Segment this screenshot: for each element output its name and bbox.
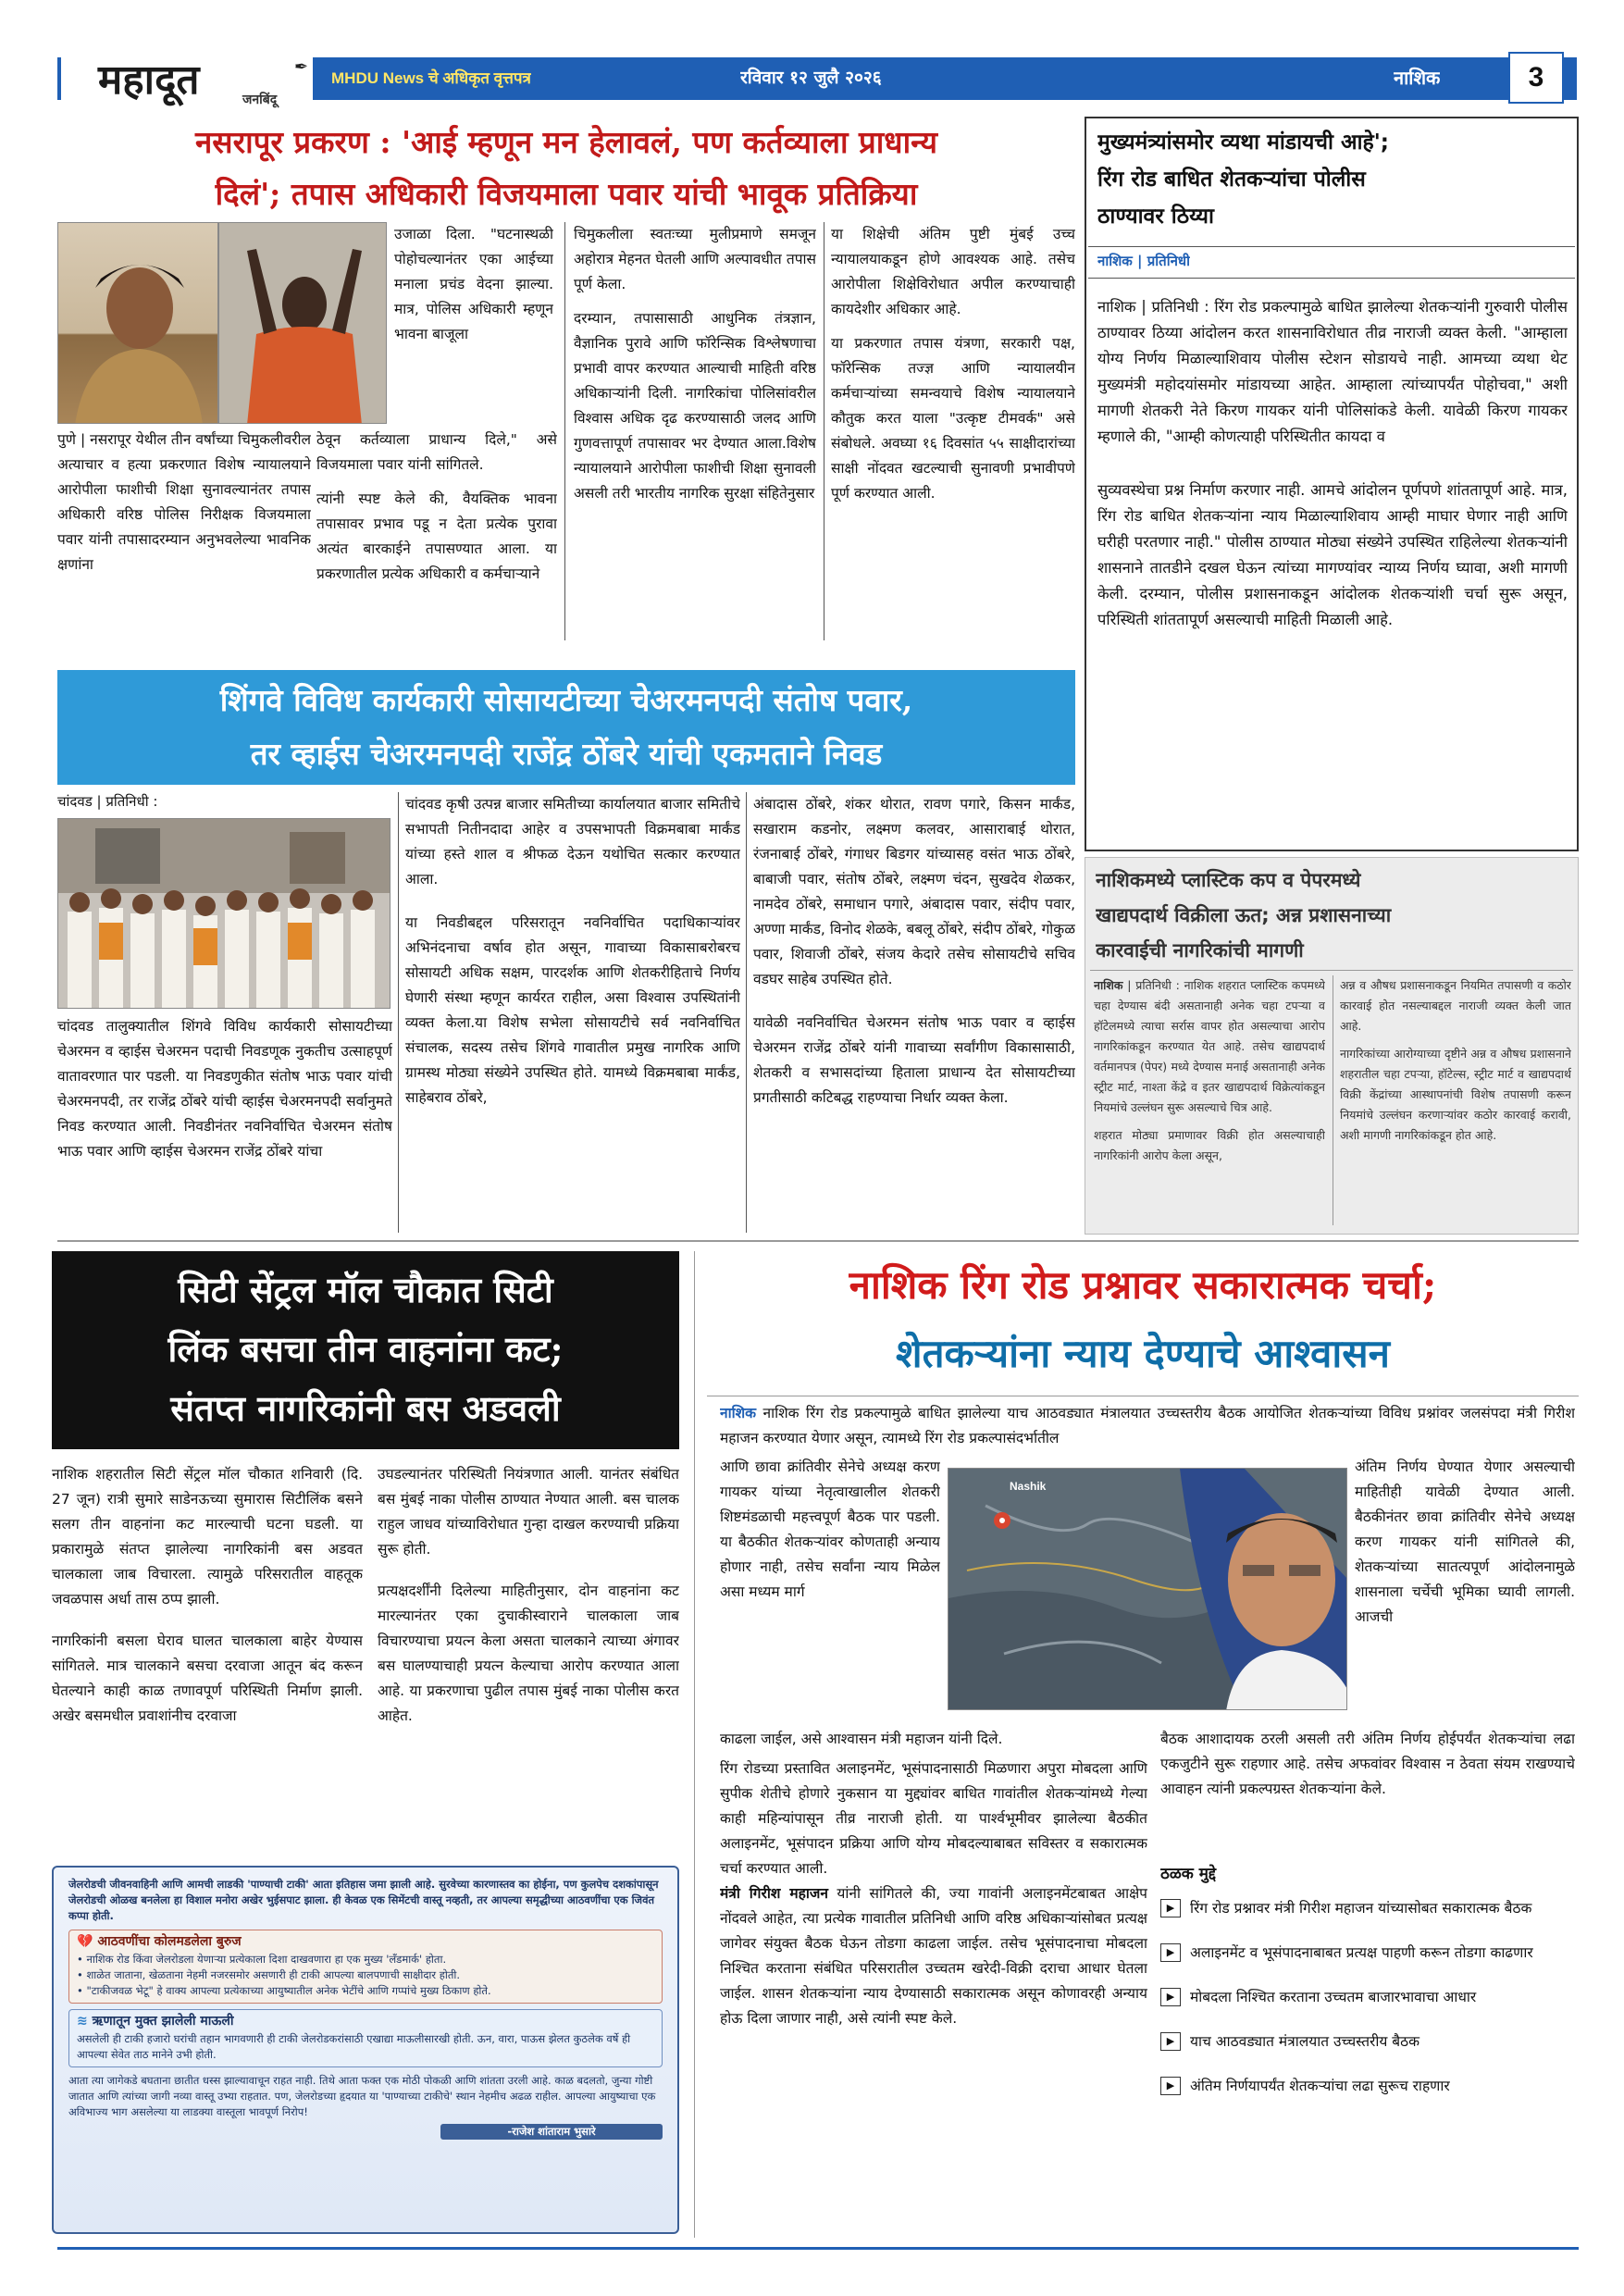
story2-p2: सुव्यवस्थेचा प्रश्न निर्माण करणार नाही. आमचे आंदोलन पूर्णपणे शांततापूर्ण आहे. मात्र, रिंग रोड बाधित शेतकऱ्यांना न्याय मिळाल्याशिवाय आम्ही माघार घेणार नाही आणि घरीही परतणार नाही." पोलीस ठाण्यात मोठ्या संख्येने उपस्थित राहिलेल्या शेतकऱ्यांनी शासनाने तातडीने दखल घेऊन त्यांच्या मागण्यांवर न्याय्य निर्णय घ्यावा, अशी मागणी केली. दरम्यान, पोलीस प्रशासनाकडून आंदोलक शेतकऱ्यांशी चर्चा सुरू असून, परिस्थिती शांततापूर्ण असल्याची माहिती मिळाली आहे. <box>1097 481 1568 628</box>
page-number-box <box>1508 52 1564 104</box>
group-photo-icon <box>58 819 391 1009</box>
story1-col4 <box>831 222 1075 642</box>
play-arrow-icon: ▶ <box>1160 1988 1181 2006</box>
play-arrow-icon: ▶ <box>1160 2032 1181 2051</box>
masthead-logo-box <box>61 50 313 109</box>
story5-col1-p2: नागरिकांनी बसला घेराव घालत चालकाला बाहेर येण्यास सांगितले. मात्र चालकाने बसचा दरवाजा आतून बंद करून घेतल्याने काही काळ तणावपूर्ण परिस्थिती निर्माण झाली. अखेर बसमधील प्रवाशांनीच दरवाजा <box>52 1632 363 1724</box>
story2-headline-line1: मुख्यमंत्र्यांसमोर व्यथा मांडायची आहे'; <box>1097 130 1389 155</box>
story5-headline-line3: संतप्त नागरिकांनी बस अडवली <box>170 1387 561 1429</box>
story2-p1: नाशिक | प्रतिनिधी : रिंग रोड प्रकल्पामुळे बाधित झालेल्या शेतकऱ्यांनी गुरुवारी पोलीस ठाण्यावर ठिय्या आंदोलन करत शासनाविरोधात तीव्र नाराजी व्यक्त केली. "आम्हाला योग्य निर्णय मिळाल्याशिवाय पोलीस स्टेशन सोडायचे नाही. आमच्या व्यथा थेट मुख्यमंत्री महोदयांसमोर मांडायच्या आहेत. आम्हाला त्यांच्यापर्यंत पोहोचवा," अशी मागणी शेतकरी नेते किरण गायकर यांनी पोलिसांकडे केली. यावेळी किरण गायकर म्हणाले की, "आम्ही कोणत्याही परिस्थितीत कायदा व <box>1097 298 1568 445</box>
page-number: 3 <box>1528 62 1544 93</box>
story5-headline-line2: लिंक बसचा तीन वाहनांना कट; <box>167 1328 564 1370</box>
story6-headline <box>707 1251 1579 1396</box>
map-label: Nashik <box>1010 1480 1047 1493</box>
poem-section1-line: • "टाकीजवळ भेटू" हे वाक्य आपल्या प्रत्येकाच्या आयुष्यातील अनेक भेटींचे आणि गप्पांचे मुख्य ठिकाण होते. <box>77 1984 491 1997</box>
story6-map-photo <box>948 1468 1347 1710</box>
key-points-box <box>1160 1862 1575 2234</box>
story1-headline <box>57 117 1075 228</box>
story5-col1-p1: नाशिक शहरातील सिटी सेंट्रल मॉल चौकात शनिवारी (दि. 27 जून) रात्री सुमारे साडेनऊच्या सुमारास सिटीलिंक बसने सलग तीन वाहनांना कट मारल्याची घटना घडली. या प्रकारामुळे संतप्त झालेल्या नागरिकांनी बस अडवत चालकाला जाब विचारला. त्यामुळे परिसरातील वाहतूक जवळपास अर्धा तास ठप्प झाली. <box>52 1466 363 1607</box>
play-arrow-icon: ▶ <box>1160 1943 1181 1962</box>
story6-col1-top: आणि छावा क्रांतिवीर सेनेचे अध्यक्ष करण गायकर यांच्या नेतृत्वाखालील शेतकरी शिष्टमंडळाची महत्त्वपूर्ण बैठक पार पडली. या बैठकीत शेतकऱ्यांवर कोणताही अन्याय होणार नाही, तसेच सर्वांना न्याय मिळेल असा मध्यम मार्ग <box>720 1458 940 1600</box>
story3-col2-p2: या निवडीबद्दल परिसरातून नवनिर्वाचित पदाधिकाऱ्यांवर अभिनंदनाचा वर्षाव होत असून, गावाच्या विकासाबरोबरच सोसायटी अधिक सक्षम, पारदर्शक आणि शेतकरीहिताचे निर्णय घेणारी संस्था म्हणून कार्यरत राहील, असा विश्वास उपस्थितांनी व्यक्त केला.या विशेष सभेला सोसायटीचे सर्व नवनिर्वाचित संचालक, सदस्य तसेच शिंगवे गावातील प्रमुख नागरिक आणि ग्रामस्थ मोठ्या संख्येने उपस्थित होते. यामध्ये विक्रमबाबा मार्कंड, साहेबराव ठोंबरे, <box>405 914 740 1106</box>
play-arrow-icon: ▶ <box>1160 2077 1181 2095</box>
poem-author: -राजेश शांताराम भुसारे <box>440 2124 663 2140</box>
story6-col1-p3: यांनी सांगितले की, ज्या गावांनी अलाइनमेंटबाबत आक्षेप नोंदवले आहेत, त्या प्रत्येक गावातील प्रतिनिधी आणि वरिष्ठ अधिकाऱ्यांसोबत प्रत्यक्ष जागेवर संयुक्त बैठक घेऊन तोडगा काढला जाईल. तसेच भूसंपादनाचा मोबदला निश्चित करताना संबंधित परिसरातील उच्चतम खरेदी-विक्री दराचा आधार घेतला जाईल. शासन शेतकऱ्यांना न्याय देण्यासाठी सकारात्मक असून कोणावरही अन्याय होऊ दिला जाणार नाही, असे त्यांनी स्पष्ट केले. <box>720 1885 1147 2027</box>
officer-silhouette-icon <box>58 223 218 424</box>
story3-headline-line2: तर व्हाईस चेअरमनपदी राजेंद्र ठोंबरे यांची एकमताने निवड <box>250 736 883 772</box>
story5-headline <box>52 1251 679 1449</box>
poem-section2 <box>68 2009 663 2067</box>
story6-col1-cont: काढला जाईल, असे आश्वासन मंत्री महाजन यांनी दिले. <box>720 1731 1003 1747</box>
story6-lead: नाशिक <box>720 1405 757 1421</box>
poem-section1 <box>68 1930 663 2004</box>
story1-photo-officer <box>57 222 218 424</box>
story5-col2-p1: उघडल्यानंतर परिस्थिती नियंत्रणात आली. यानंतर संबंधित बस मुंबई नाका पोलीस ठाण्यात नेण्यात आली. बस चालक राहुल जाधव यांच्याविरोधात गुन्हा दाखल करण्याची प्रक्रिया सुरू होती. <box>378 1466 679 1558</box>
key-point-item: ▶ मोबदला निश्चित करताना उच्चतम बाजारभावाचा आधार <box>1160 1985 1575 2009</box>
masthead-edition: नाशिक <box>1394 67 1441 89</box>
story1-col4-p1: या शिक्षेची अंतिम पुष्टी मुंबई उच्च न्यायालयाकडून होणे आवश्यक आहे. तसेच आरोपीला शिक्षेविरोधात अपील करण्याचाही कायदेशीर अधिकार आहे. <box>831 226 1075 317</box>
story3-col3-p1: अंबादास ठोंबरे, शंकर थोरात, रावण पगारे, किसन मार्कंड, सखाराम कडनोर, लक्ष्मण कलवर, आसाराबाई थोरात, रंजनाबाई ठोंबरे, गंगाधर बिडगर यांच्यासह वसंत भाऊ ठोंबरे, बाबाजी पवार, संतोष ठोंबरे, लक्ष्मण चंदन, सुखदेव शेळकर, नामदेव ठोंबरे, समाधान पगारे, अंबादास पवार, संदीप पवार, अण्णा मार्कंड, विनोद शेळके, बबलू ठोंबरे, संदीप ठोंबरे, गोकुळ पवार, शिवाजी ठोंबरे, संजय केदारे तसेच सोसायटीचे सचिव वडघर साहेब उपस्थित होते. <box>753 796 1075 987</box>
story4-headline-line1: नाशिकमध्ये प्लास्टिक कप व पेपरमध्ये <box>1096 869 1361 891</box>
poem-section2-title: ऋणातून मुक्त झालेली माऊली <box>92 2014 234 2029</box>
key-points-title: ठळक मुद्दे <box>1160 1865 1217 1883</box>
story6-headline-line2: शेतकऱ्यांना न्याय देण्याचे आश्वासन <box>896 1331 1390 1376</box>
story4-col2-p1: अन्न व औषध प्रशासनाकडून नियमित तपासणी व कठोर कारवाई होत नसल्याबद्दल नाराजी व्यक्त केली जात आहे. <box>1340 978 1571 1033</box>
story6-headline-line1: नाशिक रिंग रोड प्रश्नावर सकारात्मक चर्चा; <box>849 1262 1437 1308</box>
story4-col1 <box>1094 975 1325 1231</box>
poem-intro: जेलरोडची जीवनवाहिनी आणि आमची लाडकी 'पाण्याची टाकी' आता इतिहास जमा झाली आहे. सुरवेच्या कारणास्तव का होईना, पण कुलपेच दशकांपासून जेलरोडची ओळख बनलेला हा विशाल मनोरा अखेर भुईसपाट झाला. ही केवळ एक सिमेंटची वास्तू नव्हती, तर आपल्या समृद्धीच्या आठवणींचा एक जिवंत कप्पा होती. <box>68 1878 659 1922</box>
poem-section1-line: • नाशिक रोड किंवा जेलरोडला येणाऱ्या प्रत्येकाला दिशा दाखवणारा हा एक मुख्य 'लँडमार्क' होता. <box>77 1953 447 1966</box>
story5-col1 <box>52 1462 363 1856</box>
story1-col1-full: पुणे | नसरापूर येथील तीन वर्षांच्या चिमुकलीवरील अत्याचार व हत्या प्रकरणात विशेष न्यायालयाने आरोपीला फाशीची शिक्षा सुनावल्यानंतर तपास अधिकारी वरिष्ठ पोलिस निरीक्षक विजयमाला पवार यांनी तपासादरम्यान अनुभवलेल्या भावनिक क्षणांना <box>57 431 311 573</box>
story1-col2-p2: त्यांनी स्पष्ट केले की, वैयक्तिक भावना तपासावर प्रभाव पडू न देता प्रत्येक पुरावा अत्यंत बारकाईने तपासण्यात आला. या प्रकरणातील प्रत्येक अधिकारी व कर्मचाऱ्याने <box>316 490 557 582</box>
story1-headline-line1: नसरापूर प्रकरण : 'आई म्हणून मन हेलावलं, पण कर्तव्याला प्राधान्य <box>194 124 938 160</box>
masthead-date: रविवार १२ जुलै २०२६ <box>740 68 882 88</box>
story4-headline-line2: खाद्यपदार्थ विक्रीला ऊत; अन्न प्रशासनाच्या <box>1096 904 1392 926</box>
story2-byline: नाशिक | प्रतिनिधी <box>1097 253 1191 269</box>
story6-intro <box>720 1401 1575 1453</box>
story3-headline-line1: शिंगवे विविध कार्यकारी सोसायटीच्या चेअरमनपदी संतोष पवार, <box>219 682 913 718</box>
story4-col1-lead: नाशिक <box>1094 978 1123 992</box>
story4-col2-p2: नागरिकांच्या आरोग्याच्या दृष्टीने अन्न व औषध प्रशासनाने शहरातील चहा टपऱ्या, हॉटेल्स, स्ट्रीट मार्ट व खाद्यपदार्थ विक्री केंद्रांच्या आस्थापनांची विशेष तपासणी करून नियमांचे उल्लंघन करणाऱ्यांवर कठोर कारवाई करावी, अशी मागणी नागरिकांकडून होत आहे. <box>1340 1047 1571 1142</box>
story3-photo-group <box>57 818 391 1009</box>
story3-col3 <box>753 792 1075 1235</box>
story2-body <box>1097 294 1568 846</box>
poem-closing: आता त्या जागेकडे बघताना छातीत धस्स झाल्यावाचून राहत नाही. तिथे आता फक्त एक मोठी पोकळी आणि शांतता उरली आहे. काळ बदलतो, जुन्या गोष्टी जातात आणि त्यांच्या जागी नव्या वास्तू उभ्या राहतात. पण, जेलरोडच्या हृदयात या 'पाण्याच्या टाकीचे' स्थान नेहमीच अढळ राहील. आपल्या आयुष्याचा एक अविभाज्य भाग असलेल्या या लाडक्या वास्तूला भावपूर्ण निरोप! <box>68 2074 656 2118</box>
story2-headline-line3: ठाण्यावर ठिय्या <box>1097 205 1214 229</box>
story4-headline <box>1096 863 1569 970</box>
key-point-item: ▶ अंतिम निर्णयापर्यंत शेतकऱ्यांचा लढा सुरूच राहणार <box>1160 2074 1575 2098</box>
story6-col1-p2: रिंग रोडच्या प्रस्तावित अलाइनमेंट, भूसंपादनासाठी मिळणारा अपुरा मोबदला आणि सुपीक शेतीचे होणारे नुकसान या मुद्द्यांवर बाधित गावांतील शेतकऱ्यांमध्ये गेल्या काही महिन्यांपासून तीव्र नाराजी होती. या पार्श्वभूमीवर झालेल्या बैठकीत अलाइनमेंट, भूसंपादन प्रक्रिया आणि योग्य मोबदल्याबाबत सविस्तर व सकारात्मक चर्चा करण्यात आली. <box>720 1760 1147 1877</box>
key-point-item: ▶ रिंग रोड प्रश्नावर मंत्री गिरीश महाजन यांच्यासोबत सकारात्मक बैठक <box>1160 1896 1575 1920</box>
story4-col2 <box>1340 975 1571 1231</box>
story3-byline: चांदवड | प्रतिनिधी : <box>57 793 158 810</box>
story4-col1-text: | प्रतिनिधी : नाशिक शहरात प्लास्टिक कपमध्ये चहा देण्यास बंदी असतानाही अनेक चहा टपऱ्या व हॉटेलमध्ये त्याचा सर्रास वापर होत असल्याचा आरोप नागरिकांकडून करण्यात येत आहे. तसेच खाद्यपदार्थ वर्तमानपत्र (पेपर) मध्ये देण्यास मनाई असतानाही अनेक स्ट्रीट मार्ट, नाश्ता केंद्रे व इतर खाद्यपदार्थ विक्रेत्यांकडून नियमांचे उल्लंघन सुरू असल्याचे चित्र आहे. <box>1094 978 1325 1114</box>
story4-col1-p2: शहरात मोठ्या प्रमाणावर विक्री होत असल्याचाही नागरिकांनी आरोप केला असून, <box>1094 1128 1325 1162</box>
masthead-logo: महादूत <box>98 56 200 104</box>
story1-col3-p1: चिमुकलीला स्वतःच्या मुलीप्रमाणे समजून अहोरात्र मेहनत घेतली आणि अल्पावधीत तपास पूर्ण केला. <box>574 226 816 292</box>
story6-col1-main <box>720 1756 1147 2238</box>
story3-col1: चांदवड तालुक्यातील शिंगवे विविध कार्यकारी सोसायटीच्या चेअरमन व व्हाईस चेअरमन पदाची निवडणूक नुकतीच उत्साहपूर्ण वातावरणात पार पडली. या निवडणुकीत संतोष भाऊ पवार यांची चेअरमनपदी, तर राजेंद्र ठोंबरे यांची व्हाईस चेअरमनपदी सर्वानुमते निवड करण्यात आली. निवडीनंतर नवनिर्वाचित चेअरमन संतोष भाऊ पवार आणि व्हाईस चेअरमन राजेंद्र ठोंबरे यांचा <box>57 1018 392 1160</box>
map-thumbnail <box>948 1469 1347 1710</box>
water-wave-icon: ≋ <box>77 2014 88 2029</box>
play-arrow-icon: ▶ <box>1160 1899 1181 1917</box>
masthead-tagline: MHDU News चे अधिकृत वृत्तपत्र <box>331 69 531 87</box>
story3-headline <box>57 670 1075 785</box>
story1-photo-accused <box>218 222 387 424</box>
story1-headline-line2: दिलं'; तपास अधिकारी विजयमाला पवार यांची भावूक प्रतिक्रिया <box>215 176 918 212</box>
accused-silhouette-icon <box>219 223 387 424</box>
broken-heart-icon: 💔 <box>77 1934 93 1949</box>
story3-col3-p2: यावेळी नवनिर्वाचित चेअरमन संतोष भाऊ पवार व व्हाईस चेअरमन राजेंद्र ठोंबरे यांनी गावाच्या सर्वांगीण विकासासाठी, शेतकरी व सभासदांच्या हिताला प्राधान्य देत सोसायटीच्या प्रगतीसाठी कटिबद्ध राहण्याचा निर्धार व्यक्त केला. <box>753 1014 1075 1106</box>
poem-section1-line: • शाळेत जाताना, खेळताना नेहमी नजरसमोर असणारी ही टाकी आपल्या बालपणाची साक्षीदार होती. <box>77 1968 461 1981</box>
poem-box <box>52 1866 679 2234</box>
story1-col2-cont: ठेवून कर्तव्याला प्राधान्य दिले," असे विजयमाला पवार यांनी सांगितले. <box>316 431 557 473</box>
story5-col2 <box>378 1462 679 1856</box>
story3-col2 <box>405 792 740 1235</box>
poem-section1-title: आठवणींचा कोलमडलेला बुरुज <box>97 1934 242 1949</box>
footer-rule <box>57 2247 1579 2250</box>
story2-headline-line2: रिंग रोड बाधित शेतकऱ्यांचा पोलीस <box>1097 168 1366 192</box>
story6-col2-top: अंतिम निर्णय घेण्यात येणार असल्याची माहितीही यावेळी देण्यात आली. बैठकीनंतर छावा क्रांतिवीर सेनेचे अध्यक्ष करण गायकर यांनी सांगितले की, शेतकऱ्यांच्या सातत्यपूर्ण आंदोलनामुळे शासनाला चर्चेची भूमिका घ्यावी लागली. आजची <box>1355 1458 1575 1625</box>
pen-icon: ✒ <box>294 57 309 77</box>
story6-intro-text: नाशिक रिंग रोड प्रकल्पामुळे बाधित झालेल्या याच आठवड्यात मंत्रालयात उच्चस्तरीय बैठक आयोजित शेतकऱ्यांच्या विविध प्रश्नांवर जलसंपदा मंत्री गिरीश महाजन करण्यात येणार असून, त्यामध्ये रिंग रोड प्रकल्पासंदर्भातील <box>720 1405 1575 1446</box>
masthead-logo-sub: जनबिंदू <box>242 93 278 107</box>
story2-headline <box>1097 124 1568 241</box>
story5-headline-line1: सिटी सेंट्रल मॉल चौकात सिटी <box>178 1269 553 1310</box>
story6-col2-full: बैठक आशादायक ठरली असली तरी अंतिम निर्णय होईपर्यंत शेतकऱ्यांचा लढा एकजुटीने सुरू राहणार आहे. तसेच अफवांवर विश्वास न ठेवता संयम राखण्याचे आवाहन त्यांनी प्रकल्पग्रस्त शेतकऱ्यांना केले. <box>1160 1731 1575 1797</box>
poem-section2-text: असलेली ही टाकी हजारो घरांची तहान भागवणारी ही टाकी जेलरोडकरांसाठी एखाद्या माऊलीसारखी होती. ऊन, वारा, पाऊस झेलत कुठलेक वर्षे ही आपल्या सेवेत ताठ मानेने उभी होती. <box>77 2032 631 2061</box>
story1-col2 <box>316 428 557 642</box>
key-point-item: ▶ याच आठवड्यात मंत्रालयात उच्चस्तरीय बैठक <box>1160 2029 1575 2054</box>
story1-col1-side: उजाळा दिला. "घटनास्थळी पोहोचल्यानंतर एका आईच्या मनाला प्रचंड वेदना झाल्या. मात्र, पोलिस अधिकारी म्हणून भावना बाजूला <box>394 226 553 342</box>
story3-col2-p1: चांदवड कृषी उत्पन्न बाजार समितीच्या कार्यालयात बाजार समितीचे सभापती नितीनदादा आहेर व उपसभापती विक्रमबाबा मार्कंड यांच्या हस्ते शाल व श्रीफळ देऊन यथोचित सत्कार करण्यात आला. <box>405 796 740 887</box>
key-point-item: ▶ अलाइनमेंट व भूसंपादनाबाबत प्रत्यक्ष पाहणी करून तोडगा काढणार <box>1160 1941 1575 1965</box>
story1-col3 <box>574 222 816 642</box>
story1-col4-p2: या प्रकरणात तपास यंत्रणा, सरकारी पक्ष, फॉरेन्सिक तज्ज्ञ आणि न्यायालयीन कर्मचाऱ्यांच्या समन्वयाचे विशेष न्यायालयाने कौतुक करत याला "उत्कृष्ट टीमवर्क" असे संबोधले. अवघ्या १६ दिवसांत ५५ साक्षीदारांच्या साक्षी नोंदवत खटल्याची सुनावणी प्रभावीपणे पूर्ण करण्यात आली. <box>831 335 1075 502</box>
story6-minister-name: मंत्री गिरीश महाजन <box>720 1885 828 1902</box>
story1-col3-p2: दरम्यान, तपासासाठी आधुनिक तंत्रज्ञान, वैज्ञानिक पुरावे आणि फॉरेन्सिक विश्लेषणाचा प्रभावी वापर करण्यात आल्याची माहिती वरिष्ठ अधिकाऱ्यांनी दिली. नागरिकांचा पोलिसांवरील विश्वास अधिक दृढ करण्यासाठी जलद आणि गुणवत्तापूर्ण तपासावर भर देण्यात आला.विशेष न्यायालयाने आरोपीला फाशीची शिक्षा सुनावली असली तरी भारतीय नागरिक सुरक्षा संहितेनुसार <box>574 310 816 502</box>
story5-col2-p2: प्रत्यक्षदर्शींनी दिलेल्या माहितीनुसार, दोन वाहनांना कट मारल्यानंतर एका दुचाकीस्वाराने चालकाला जाब विचारण्याचा प्रयत्न केला असता चालकाने त्याच्या अंगावर बस घालण्याचाही प्रयत्न केल्याचा आरोप करण्यात आला आहे. या प्रकरणाचा पुढील तपास मुंबई नाका पोलीस करत आहेत. <box>378 1582 679 1724</box>
story4-headline-line3: कारवाईची नागरिकांची मागणी <box>1096 939 1304 962</box>
